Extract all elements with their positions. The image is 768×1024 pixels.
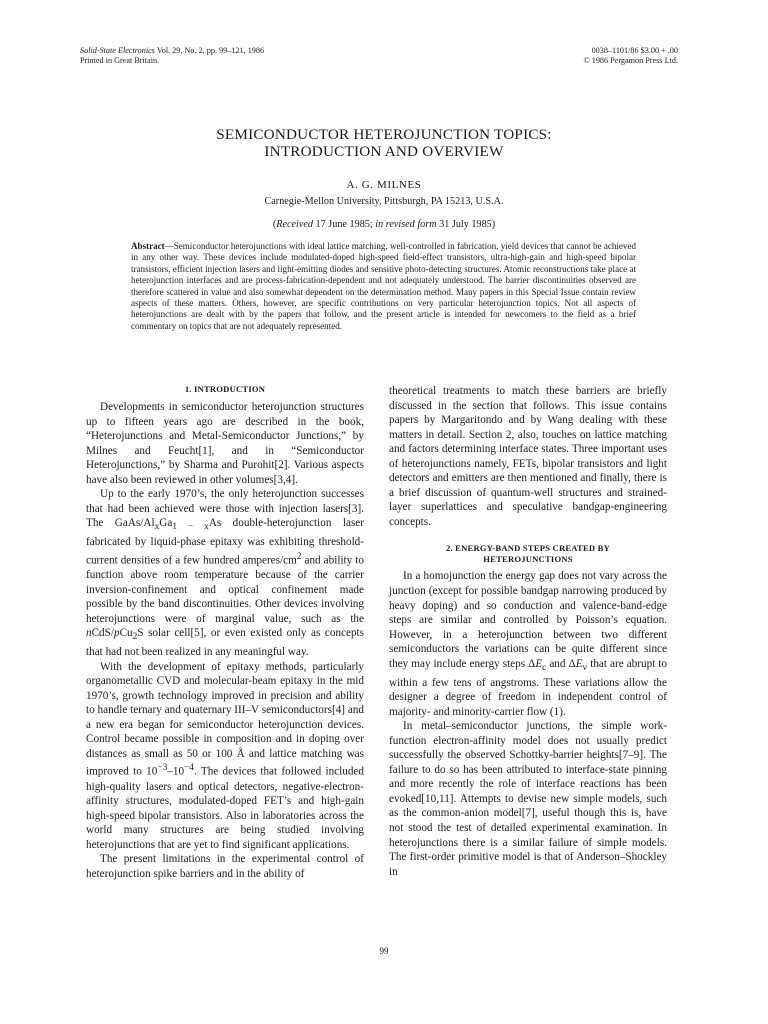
abstract [131, 241, 636, 332]
italic-e: E [575, 657, 583, 670]
text-run: and ability to function above room temperature because of the carrier inversion-confinement and optical confinement made possible by the band discontinuities. Other devices involving heterojunctions were of marginal value, such as the [86, 554, 364, 625]
superscript: 2 [296, 551, 302, 562]
intro-paragraph-3 [86, 660, 364, 853]
italic-n: n [86, 627, 92, 640]
text-run: With the development of epitaxy methods, particularly organometallic CVD and molecular-beam epitaxy in the mid 1970’s, growth technology improved in precision and ability to handle ternary and quaternary III–V semiconductors[4] and a new era began for semiconductor heterojunction devices. Control became possible in composition and in doping over distances as small as 50 or 100 Å and lattice matching was improved to 10 [86, 660, 364, 779]
intro-paragraph-4: The present limitations in the experimental control of heterojunction spike barriers and in the ability of [86, 853, 364, 880]
subscript: c [542, 662, 547, 673]
subscript: 2 [132, 632, 138, 643]
text-run: In a homojunction the energy gap does not vary across the junction (except for possible bandgap narrowing produced by heavy doping) and so conduction and valence-band-edge steps are similar and controlled by Poisson’s equation. However, in a heterojunction between two different semiconductors the variations can be quite different since they may include energy steps Δ [389, 570, 667, 670]
article-code: 0038–1101/86 $3.00 + .00 [591, 46, 678, 55]
right-column [389, 384, 667, 879]
text-run: Cu [119, 627, 133, 640]
revised-label: in revised form [375, 219, 437, 230]
title-line-2: INTRODUCTION AND OVERVIEW [264, 143, 504, 160]
subscript: 1 − x [172, 522, 209, 533]
text-run: that are abrupt to within a few tens of angstroms. These variations allow the designer a degree of freedom in independent control of majority- and minority-carrier flow (1). [389, 657, 667, 718]
copyright: © 1986 Pergamon Press Ltd. [583, 56, 678, 65]
intro-paragraph-2 [86, 487, 364, 659]
abstract-label: Abstract [131, 241, 165, 251]
running-header-left [80, 46, 264, 66]
section-2-paragraph-2: In metal–semiconductor junctions, the simple work-function electron-affinity model does not usually predict successfully the observed Schottky-barrier heights[7–9]. The failure to do so has been attributed to interface-state pinning and more recently the role of interface reactions has been evoked[10,11]. Attempts to devise new simple models, such as the common-anion model[7], useful though this is, have not stood the test of detailed experimental examination. In heterojunctions there is a similar failure of simple models. The first-order primitive model is that of Anderson–Shockley in [389, 720, 667, 878]
intro-paragraph-1: Developments in semiconductor heterojunction structures up to fifteen years ago are described in the book, “Heterojunctions and Metal-Semiconductor Junctions,” by Milnes and Feucht[1], and in “Semiconductor Heterojunctions,” by Sharma and Purohit[2]. Various aspects have also been reviewed in other volumes[3,4]. [86, 401, 364, 486]
text-run: Up to the early 1970’s, the only heterojunction successes that had been achieved were those with injection lasers[3]. The GaAs/Al [86, 488, 364, 530]
subscript: x [154, 522, 160, 533]
text-run: . The devices that followed included high-quality lasers and optical detectors, negative-electron-affinity structures, modulated-doped FET’s and high-gain high-speed bipolar transistors. Also in laboratories across the world many structures are being studied involving heterojunctions that are yet to find significant applications. [86, 766, 364, 851]
section-2-heading [389, 543, 667, 565]
running-header-right [583, 46, 678, 66]
subscript: v [582, 662, 588, 673]
section-2-heading-line-1: 2. ENERGY-BAND STEPS CREATED BY [445, 543, 611, 554]
affiliation: Carnegie-Mellon University, Pittsburgh, PA 15213, U.S.A. [264, 196, 504, 207]
received-dates [0, 219, 768, 230]
abstract-text: —Semiconductor heterojunctions with ideal lattice matching, well-controlled in fabrication, yield devices that cannot be achieved in any other way. These devices include modulated-doped high-speed field-effect transistors, ultra-high-gain and high-speed bipolar transistors, efficient injection lasers and light-emitting diodes and sensitive photo-detecting structures. Atomic reconstructions take place at heterojunction interfaces and are process-fabrication-dependent and not adequately understood. The barrier discontinuities observed are therefore scattered in value and also somewhat dependent on the determination method. Many papers in this Special Issue contain review aspects of these matters. Others, however, are specific contributions on very particular heterojunction topics. Not all aspects of heterojunctions are dealt with by the papers that follow, and the present article is intended for newcomers to the field as a brief commentary on topics that are not adequately represented. [131, 241, 636, 331]
received-date: 17 June 1985; [313, 219, 376, 230]
printed-in: Printed in Great Britain. [80, 56, 160, 65]
journal-name: Solid-State Electronics [80, 46, 155, 55]
section-2-heading-line-2: HETEROJUNCTIONS [483, 554, 573, 565]
title-line-1: SEMICONDUCTOR HETEROJUNCTION TOPICS: [216, 126, 552, 143]
continued-paragraph: theoretical treatments to match these barriers are briefly discussed in the section that follows. This issue contains papers by Margaritondo and by Wang dealing with these matters in detail. Section 2, also, touches on lattice matching and factors determining interface states. Three important uses of heterojunctions namely, FETs, bipolar transistors and light detectors and emitters are then mentioned and finally, there is a brief discussion of quantum-well structures and strained-layer superlattices and speculative bandgap-engineering concepts. [389, 385, 667, 528]
author: A. G. MILNES [346, 179, 422, 191]
section-2-paragraph-1 [389, 569, 667, 719]
italic-p: p [113, 627, 120, 640]
section-1-heading: 1. INTRODUCTION [184, 384, 266, 394]
received-label: Received [276, 219, 313, 230]
journal-volume: Vol. 29, No. 2, pp. 99–121, 1986 [154, 46, 265, 55]
paper-title [0, 126, 768, 160]
text-run: As double-heterojunction laser fabricated by liquid-phase epitaxy was exhibiting threshold-current densities of a few hundred amperes/cm [86, 517, 364, 567]
text-run: Ga [159, 517, 173, 530]
superscript: −3 [157, 763, 168, 774]
text-run: S solar cell[5], or even existed only as concepts that had not been realized in any meaningful way. [86, 627, 364, 658]
left-column [86, 384, 364, 881]
revised-date: 31 July 1985) [436, 219, 496, 230]
text-run: –10 [167, 766, 185, 779]
journal-citation [80, 46, 264, 56]
italic-e: E [535, 657, 543, 670]
text-run: CdS/ [91, 627, 114, 640]
text-run: and Δ [546, 657, 576, 670]
page-number: 99 [379, 946, 389, 956]
paren-open: ( [272, 219, 277, 230]
superscript: −4 [184, 763, 194, 774]
